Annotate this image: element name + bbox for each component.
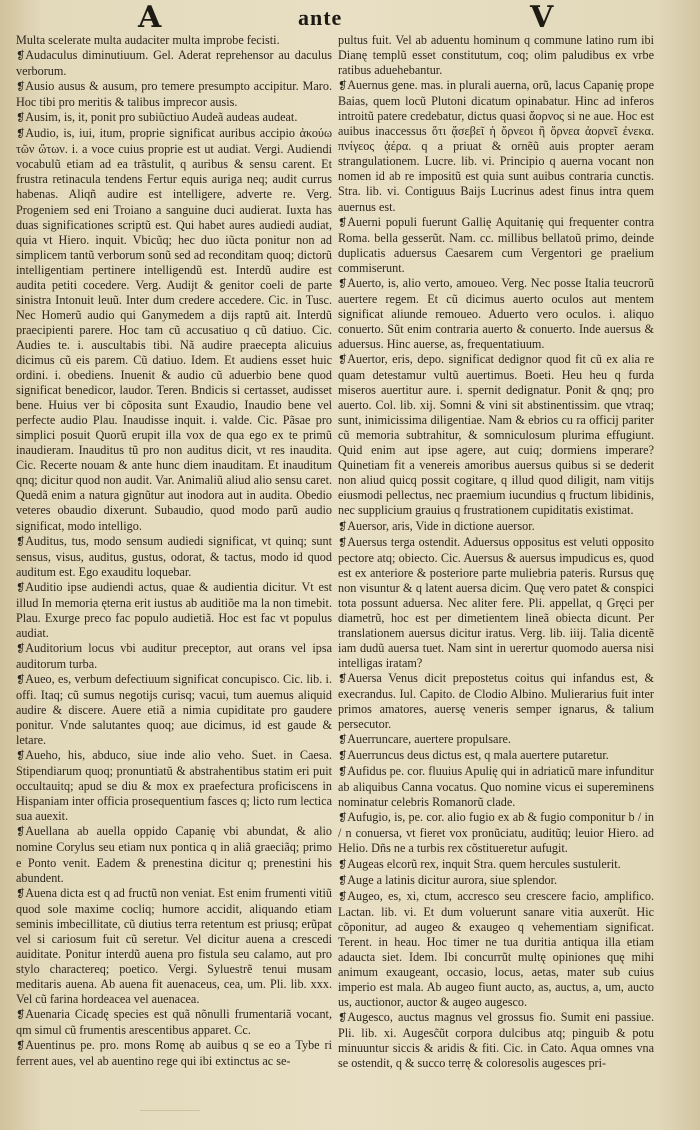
dictionary-entry: ❡ Augesco, auctus magnus vel grossus fio. Sumit eni passiue. Pli. lib. xi. Augesc̃ũt corpora dulcibus atq; pinguib & potu minuuntur siccis & aridis & fiti. Cic. in Cato. Aqua omnes vna se ostendit, q & succo terrę & coloresolis augesces pri- (338, 1010, 654, 1071)
dictionary-entry: ❡ Auerto, is, alio verto, amoueo. Verg. Nec posse Italia teucrorũ auertere regem. Et cũ dicimus auerto oculos aut mentem significat aliunde remoueo. Aduerto vero oculos. i. aliquo conuerto. Sũt enim contraria auerto & conuerto. Inde auersus & aduersus. Hinc auerse, as, frequentatiuum. (338, 276, 654, 352)
dictionary-entry: ❡ Ausio ausus & ausum, pro temere presumpto accipitur. Maro. Hoc tibi pro meritis & talibus imprecor ausis. (16, 79, 332, 110)
dictionary-entry: ❡ Auersor, aris, Vide in dictione auersor. (338, 519, 654, 535)
running-head-initial-left: A (138, 0, 162, 35)
dictionary-entry: ❡ Ausim, is, it, ponit pro subiũctiuo Audeã audeas audeat. (16, 110, 332, 126)
dictionary-entry: ❡ Auerni populi fuerunt Gallię Aquitanię qui frequenter contra Roma. bella gesserũt. Nam. cc. millibus bellatoũ primo, deinde duplicatis aduersus Caesarem cum Vergentori ge praelium commiserunt. (338, 215, 654, 276)
dictionary-entry: ❡ Auerruncare, auertere propulsare. (338, 732, 654, 748)
dictionary-entry: ❡ Auditorium locus vbi auditur preceptor, aut orans vel ipsa auditorum turba. (16, 641, 332, 672)
dictionary-entry: ❡ Auerruncus deus dictus est, q mala auertere putaretur. (338, 748, 654, 764)
page-bottom-rule (140, 1104, 200, 1111)
dictionary-entry: ❡ Auertor, eris, depo. significat dedignor quod fit cũ ex alia re quam detestamur vultũ auertimus. Boeti. Heu heu q furda miseros auertitur aure. i. spernit dedignatur. Ponit & qnq; pro auerto. Col. lib. xij. Somni & vini sit abstinentissim. que vtraq; sunt, inimicissima diligentiae. Nam & ebrios cu ra officij pariter cũ memoria subtrahitur, & somniculosum plurima effugiunt. Quid enim aut ipse agere, aut cuiq; dormiens imperare? Quinetiam fit a venereis amoribus auersus quibus si se dederit non aliud quicq possit cogitare, q illud quod diligit, nam vitijs eiusmodi pellectus, nec praemium iucundius q fructum libidinis, nec supplicium grauius q frustrationem cupiditatis existimat. (338, 352, 654, 519)
running-head-initial-right: V (530, 0, 554, 35)
entry-text: pultus fuit. Vel ab aduentu hominum q commune latino rum ibi Dianę templũ esset constitutum, coq; olim paludibus ex vrbe ratibus aduehebantur. (338, 33, 654, 78)
dictionary-entry: ❡ Auditio ipse audiendi actus, quae & audientia dicitur. Vt est illud In memoria ęterna erit iustus ab auditiõe ma la non timebit. Plau. Exurge preco fac populo audietiã. Hoc est fac vt populus audiat. (16, 580, 332, 641)
running-head-word: ante (298, 5, 343, 30)
dictionary-entry: ❡ Auersa Venus dicit prepostetus coitus qui infandus est, & execrandus. Iul. Capito. de Clodio Albino. Mulierarius fuit inter primos amatores, auersę veneris semper ignarus, & talium persecutor. (338, 671, 654, 732)
right-column (338, 33, 654, 1103)
dictionary-entry: ❡ Auellana ab auella oppido Capanię vbi abundat, & alio nomine Corylus seu etiam nux pontica q in aliã graeciãq; primo e Ponto venit. Eadem & prenestina dicitur q; prenestini his abundent. (16, 824, 332, 885)
dictionary-entry: ❡ Auena dicta est q ad fructũ non veniat. Est enim frumenti vitiũ quod sole maxime cocliq; humore accidit, aliquando etiam seminis imbecillitate, cũ diutius terra retentum est priusq; erũpat vel si cariosum fuit cũ seretur. Vel dicitur auena a crescedi auiditate. Ponitur interdũ auena pro fistula seu calamo, aut pro stylo charactereq; poetico. Vergi. Syluestrẽ tenui musam meditaris auena. Ab auena fit auenaceus, cea, um. Pli. lib. xxx. Vel cũ farina hordeacea vel auenacea. (16, 886, 332, 1007)
dictionary-entry: ❡ Augeas elcorũ rex, inquit Stra. quem hercules sustulerit. (338, 857, 654, 873)
dictionary-entry: ❡ Aueo, es, verbum defectiuum significat concupisco. Cic. lib. i. offi. Itaq; cũ sumus negotijs curisq; vacui, tum auemus aliquid audire & discere. Auere etiã a nimia cupiditate pro gaudere ponitur. Vnde salutantes quoq; aue dicimus, id est gaude & letare. (16, 672, 332, 748)
page-header (0, 0, 700, 34)
dictionary-entry: ❡ Aueho, his, abduco, siue inde alio veho. Suet. in Caesa. Stipendiarum quoq; pronuntiatũ & abstrahentibus statim eri puit occultauitq; apud se diu & mox ex praefectura proficiscens in Hispaniam inter officia prosequentium fasces q; licto rum lectica sua auexit. (16, 748, 332, 824)
dictionary-entry: ❡ Auersus terga ostendit. Aduersus oppositus est veluti opposito pectore atq; obiecto. Cic. Auersus & auersus impudicus es, quod est ex anteriore & posteriore parte muliebria pateris. Rursus quę non visuntur & q latent auersa dicim. Quę vero patet & conspici tota possunt aduersa. Nec aliter fere. Pli. appellat, q Gręci per diametrũ, hoc est per dimetientem lineã obiecta dicunt. Per translationem auersus dicitur iratus. Verg. lib. iiij. Talia dicentẽ iam dudũ auersa tuet. Nam sint in uerertur quomodo auersa nisi intelligas iratam? (338, 535, 654, 671)
dictionary-entry: ❡ Aufugio, is, pe. cor. alio fugio ex ab & fugio componitur b / in / n conuersa, vt fieret vox pronũciatu, auditũq; leuior Hiero. ad Helio. Dñs ne a turbis rex cõstitueretur aufugit. (338, 810, 654, 856)
left-column (16, 33, 332, 1103)
dictionary-entry: ❡ Auditus, tus, modo sensum audiedi significat, vt quinq; sunt sensus, visus, auditus, gustus, odorat, & tactus, modo id quod auditum est. Ego exauditu loquebar. (16, 534, 332, 580)
dictionary-entry: ❡ Augeo, es, xi, ctum, accresco seu crescere facio, amplifico. Lactan. lib. vi. Et dum voluerunt sanare vitia auxerũt. Hic cõponitur, ad augeo & exaugeo q vehementiam significat. Terent. in heau. Hoc timer ne tua duritia antiqua illa etiam adaucta siet. Idem. Ibi concurrũt multę opiniones quę mihi animum exaugeant, occasio, locus, aetas, mater sub cuius imperio est mala. Ab augeo fiunt aucto, as, auctus, a, um, aucto us, auctionor, auctor & augeo augesco. (338, 889, 654, 1010)
entry-text: Multa scelerate multa audaciter multa improbe fecisti. (16, 33, 280, 47)
dictionary-entry: ❡ Auenaria Cicadę species est quã nõnulli frumentariã vocant, qm simul cũ frumentis arescentibus apparet. Cc. (16, 1007, 332, 1038)
dictionary-entry: ❡ Aufidus pe. cor. fluuius Apulię qui in adriaticũ mare infunditur ab aliquibus Canna vocatus. Quo nomine vicus ei supereminens nominatur celebris Romanorũ clade. (338, 764, 654, 810)
dictionary-entry: ❡ Auernus gene. mas. in plurali auerna, orũ, lacus Capanię prope Baias, quem locũ Plutoni dicatum opinabatur. Hinc ad inferos introitũ patere credebatur, dictus quasi ἄορνος si ne aue. Hoc est auibus inaccessus ὅτι ᾄσεβεῖ ἡ ὄρνεοι ἢ ὅρνεα ἀορνεῖ ἐνεκα. πνίγεος ᾀέρα. q a priuat & ornẽũ auis propter aeram strangulationem. Lucre. lib. vi. Principio q auerna vocant non nomen id ab re impositũ est quia sunt auibus contraria cunctis. Stra. lib. vi. Contiguus Baijs Lucrinus adest finus intra quem auernus est. (338, 78, 654, 214)
dictionary-entry: ❡ Audio, is, iui, itum, proprie significat auribus accipio ἀκούω τῶν ὤτων. i. a voce cuius proprie est ut audiat. Vergi. Audiendi vocabulũ etiam ad ea trãstulit, q auribus & sensu carent. Et frustra retinacula tendens Fertur equis auriga neq; audit currus habenas. Aliqñ audire est intelligere, adverte re. Verg. Progeniem sed eni Troiano a sanguine duci audierat. Iuxta has duas significationes scriptũ est. Qui habet aures audiedi audiat, quia vt Hiero. inquit. Vbicũq; hec duo iũcta ponitur non ad simplicem tantũ verborum sonũ sed ad reconditam quoq; dictorũ intelligentiam pertinere intelligendũ est. Interdũ audire est audita petiti cocedere. Verg. Audijt & genitor coeli de parte sinistra Intonuit leuũ. Inter dum credere accedere. Cic. in Tusc. Nec Homerũ audio qui Ganymedem a dijs raptũ ait. Interdũ praecipienti parere. Hoc tam cũ accusatiuo q cũ datiuo. Cic. Audies te. i. auscultabis tibi. Nã audire praecepta alicuius dicimus cũ eis parem. Cũ datiuo. Idem. Et audiens esset huic ordini. i. obediens. Inuenit & audio cũ aduerbio bene quod significat benedicor, laudor. Teren. Bndicis si certasset, audisset bene. Huius ver bi cõposita sunt Exaudio, Inaudio bene vel perfecte audio Plau. Inaudisse inquit. i. valde. Cic. Pãsae pro simplici posuit Quorũ erupit illa vox de qua ego ex te primũ inaudieram. Inauditus tũ pro non auditus dicit, vt res inaudita. Cic. Recerte nouam & ante hunc diem inauditam. Et inauditum qnq; dicitur quod non audit. Var. Animaliũ aliud alio sensu caret. Quedã enim a natura gignũtur aut inodora aut in audita. Obedio veteres obaudio dixerunt. Subaudio, quod modo parũ audio significat, modo intelligo. (16, 126, 332, 533)
dictionary-entry: ❡ Audaculus diminutiuum. Gel. Aderat reprehensor au daculus verborum. (16, 48, 332, 79)
dictionary-entry: ❡ Auge a latinis dicitur aurora, siue splendor. (338, 873, 654, 889)
dictionary-entry: ❡ Auentinus pe. pro. mons Romę ab auibus q se eo a Tybe ri ferrent aues, vel ab auentino rege qui ibi extinctus ac se- (16, 1038, 332, 1069)
